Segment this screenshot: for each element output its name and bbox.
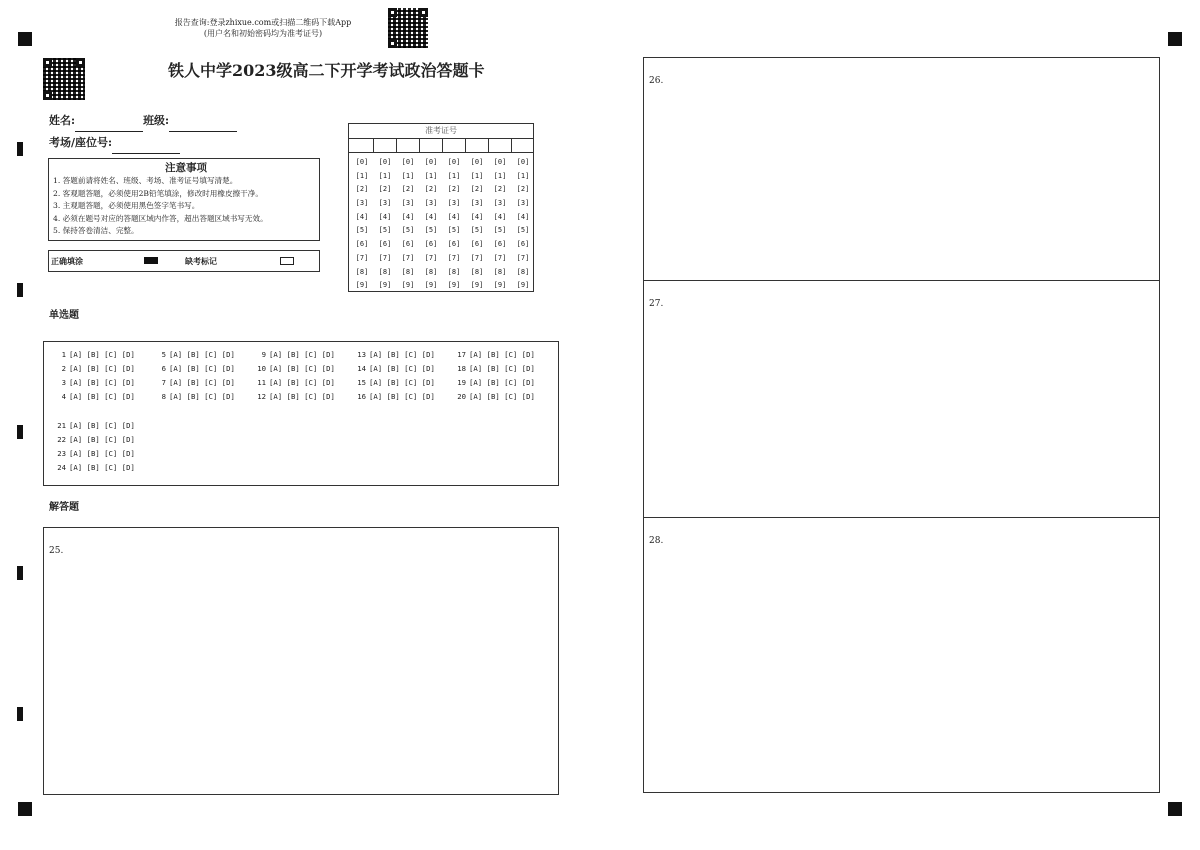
notice-item: 5. 保持答卷清洁、完整。 xyxy=(53,226,139,235)
mc-options[interactable]: [A] [B] [C] [D] xyxy=(169,350,235,359)
exam-id-bubble[interactable]: [4] xyxy=(401,212,415,221)
exam-id-bubble[interactable]: [0] xyxy=(401,158,415,166)
exam-id-column xyxy=(375,156,395,293)
exam-id-bubble[interactable]: [3] xyxy=(378,199,392,208)
exam-id-bubble[interactable]: [5] xyxy=(424,226,438,235)
exam-id-bubble[interactable]: [0] xyxy=(355,158,369,166)
exam-id-bubble[interactable]: [4] xyxy=(355,212,369,221)
mc-question-number: 16 xyxy=(357,392,366,401)
exam-id-grid xyxy=(348,123,534,292)
mc-question-number: 6 xyxy=(161,364,166,373)
exam-id-bubble[interactable]: [6] xyxy=(516,240,530,249)
exam-id-bubble[interactable]: [9] xyxy=(470,281,484,290)
exam-id-bubble[interactable]: [2] xyxy=(355,185,369,194)
mc-question[interactable] xyxy=(52,364,135,373)
section-single-choice: 单选题 xyxy=(49,310,79,321)
exam-id-bubble[interactable]: [0] xyxy=(378,158,392,166)
exam-id-bubble[interactable]: [9] xyxy=(493,281,507,290)
exam-id-bubble[interactable]: [0] xyxy=(493,158,507,166)
timing-mark xyxy=(1168,802,1182,816)
mc-question-number: 9 xyxy=(261,350,266,359)
exam-id-bubble[interactable]: [9] xyxy=(447,281,461,290)
notice-item: 2. 客观题答题，必须使用2B铅笔填涂，修改时用橡皮擦干净。 xyxy=(53,188,263,198)
class-label: 班级: xyxy=(143,114,170,127)
qr-code-icon xyxy=(43,58,85,100)
exam-id-column-divider xyxy=(419,138,420,152)
timing-mark xyxy=(17,566,23,580)
exam-id-bubble[interactable]: [6] xyxy=(355,240,369,249)
exam-id-bubble[interactable]: [8] xyxy=(516,267,530,276)
exam-id-column-divider xyxy=(442,138,443,152)
exam-id-bubble[interactable]: [5] xyxy=(493,226,507,235)
mc-question[interactable] xyxy=(452,350,535,359)
exam-id-bubble[interactable]: [1] xyxy=(424,171,438,180)
mc-question[interactable] xyxy=(452,364,535,373)
exam-id-bubble[interactable]: [4] xyxy=(516,212,530,221)
exam-id-bubble[interactable]: [1] xyxy=(378,171,392,180)
mc-question-number: 3 xyxy=(61,378,66,387)
mc-question[interactable] xyxy=(452,378,535,387)
exam-id-bubble[interactable]: [5] xyxy=(378,226,392,235)
mc-options[interactable]: [A] [B] [C] [D] xyxy=(269,350,335,359)
exam-id-column-divider xyxy=(373,138,374,152)
question-number: 25. xyxy=(49,546,64,556)
correct-fill-mark-icon xyxy=(144,257,158,264)
mc-options[interactable]: [A] [B] [C] [D] xyxy=(469,350,535,359)
notice-item: 4. 必须在题号对应的答题区域内作答，超出答题区域书写无效。 xyxy=(53,213,268,223)
mc-question[interactable] xyxy=(52,378,135,387)
exam-id-bubble[interactable]: [9] xyxy=(378,281,392,290)
mc-question[interactable] xyxy=(252,364,335,373)
exam-id-bubble[interactable]: [5] xyxy=(355,226,369,235)
mc-question[interactable] xyxy=(52,350,135,359)
exam-id-bubble[interactable]: [9] xyxy=(401,281,415,290)
exam-id-bubble[interactable]: [7] xyxy=(378,253,392,262)
mc-question-number: 2 xyxy=(61,364,66,373)
mc-question-number: 19 xyxy=(457,378,466,387)
mc-question[interactable] xyxy=(52,421,135,430)
question-number: 26. xyxy=(649,76,664,86)
question-number: 28. xyxy=(649,536,664,546)
answer-box-28[interactable] xyxy=(643,517,1160,793)
mc-options[interactable]: [A] [B] [C] [D] xyxy=(469,378,535,387)
exam-id-bubble[interactable]: [5] xyxy=(401,226,415,235)
exam-id-bubble[interactable]: [0] xyxy=(424,158,438,166)
exam-id-bubble[interactable]: [4] xyxy=(378,212,392,221)
mc-question-number: 18 xyxy=(457,364,466,373)
mc-options[interactable]: [A] [B] [C] [D] xyxy=(69,350,135,359)
mc-question-number: 22 xyxy=(57,435,66,444)
timing-mark xyxy=(17,425,23,439)
answer-box-25[interactable] xyxy=(43,527,559,795)
timing-mark xyxy=(18,32,32,46)
mc-options[interactable]: [A] [B] [C] [D] xyxy=(169,378,235,387)
exam-id-bubble[interactable]: [0] xyxy=(447,158,461,166)
mc-question-number: 23 xyxy=(57,449,66,458)
exam-id-bubble[interactable]: [7] xyxy=(447,253,461,262)
mc-question-number: 24 xyxy=(57,463,66,472)
mc-question[interactable] xyxy=(52,463,135,472)
mc-question-number: 17 xyxy=(457,350,466,359)
mc-question-number: 14 xyxy=(357,364,366,373)
timing-mark xyxy=(17,707,23,721)
exam-id-bubble[interactable]: [2] xyxy=(516,185,530,194)
mc-question-number: 1 xyxy=(61,350,66,359)
mc-question-number: 11 xyxy=(257,378,266,387)
exam-id-bubble[interactable]: [9] xyxy=(516,281,530,290)
exam-id-bubble[interactable]: [2] xyxy=(493,185,507,194)
exam-id-bubble[interactable]: [6] xyxy=(424,240,438,249)
exam-id-bubble[interactable]: [7] xyxy=(493,253,507,262)
exam-id-bubble[interactable]: [1] xyxy=(447,171,461,180)
exam-id-column-divider xyxy=(465,138,466,152)
exam-id-bubble[interactable]: [5] xyxy=(447,226,461,235)
timing-mark xyxy=(1168,32,1182,46)
exam-id-bubble[interactable]: [9] xyxy=(355,281,369,290)
exam-id-bubble[interactable]: [1] xyxy=(401,171,415,180)
mc-options[interactable]: [A] [B] [C] [D] xyxy=(269,378,335,387)
exam-id-bubble[interactable]: [4] xyxy=(447,212,461,221)
exam-id-bubble[interactable]: [8] xyxy=(470,267,484,276)
page-title: 铁人中学2023级高二下开学考试政治答题卡 xyxy=(168,61,485,80)
mc-question-number: 21 xyxy=(57,421,66,430)
mc-options[interactable]: [A] [B] [C] [D] xyxy=(369,364,435,373)
exam-id-bubble[interactable]: [8] xyxy=(355,267,369,276)
mc-question-number: 13 xyxy=(357,350,366,359)
exam-id-bubble[interactable]: [2] xyxy=(424,185,438,194)
mc-question[interactable] xyxy=(52,449,135,458)
mc-question[interactable] xyxy=(52,392,135,401)
exam-id-bubble[interactable]: [6] xyxy=(401,240,415,249)
absent-mark-box[interactable] xyxy=(280,257,294,265)
notice-title: 注意事项 xyxy=(165,162,207,174)
mc-question[interactable] xyxy=(152,378,235,387)
mc-options[interactable]: [A] [B] [C] [D] xyxy=(369,350,435,359)
mc-question[interactable] xyxy=(252,392,335,401)
report-line-2: (用户名和初始密码均为准考证号) xyxy=(203,29,323,38)
exam-id-bubble[interactable]: [4] xyxy=(493,212,507,221)
mc-question[interactable] xyxy=(352,378,435,387)
mc-question[interactable] xyxy=(152,350,235,359)
mc-question-number: 12 xyxy=(257,392,266,401)
mc-options[interactable]: [A] [B] [C] [D] xyxy=(169,364,235,373)
mc-question[interactable] xyxy=(352,392,435,401)
exam-id-bubble[interactable]: [8] xyxy=(401,267,415,276)
mc-options[interactable]: [A] [B] [C] [D] xyxy=(69,435,135,444)
exam-id-column-divider xyxy=(488,138,489,152)
exam-id-bubble[interactable]: [3] xyxy=(447,199,461,208)
exam-id-bubble[interactable]: [8] xyxy=(447,267,461,276)
mc-options[interactable]: [A] [B] [C] [D] xyxy=(69,364,135,373)
exam-id-column xyxy=(444,156,464,293)
exam-id-bubble[interactable]: [6] xyxy=(493,240,507,249)
mc-question-number: 20 xyxy=(457,392,466,401)
single-choice-box xyxy=(43,341,559,486)
exam-id-bubble[interactable]: [3] xyxy=(470,199,484,208)
exam-id-bubble[interactable]: [9] xyxy=(424,281,438,290)
name-label: 姓名: xyxy=(49,114,76,127)
room-field[interactable] xyxy=(112,153,180,154)
fill-legend xyxy=(48,250,320,272)
mc-options[interactable]: [A] [B] [C] [D] xyxy=(269,392,335,401)
mc-question-number: 7 xyxy=(161,378,166,387)
exam-id-bubble[interactable]: [8] xyxy=(378,267,392,276)
exam-id-bubble[interactable]: [0] xyxy=(470,158,484,166)
exam-id-bubble[interactable]: [3] xyxy=(493,199,507,208)
mc-options[interactable]: [A] [B] [C] [D] xyxy=(369,392,435,401)
exam-id-bubble[interactable]: [1] xyxy=(470,171,484,180)
exam-id-bubble[interactable]: [1] xyxy=(355,171,369,180)
exam-id-title: 准考证号 xyxy=(349,124,533,139)
exam-id-bubble[interactable]: [7] xyxy=(401,253,415,262)
mc-question[interactable] xyxy=(252,378,335,387)
mc-options[interactable]: [A] [B] [C] [D] xyxy=(69,378,135,387)
report-line-1: 报告查询:登录zhixue.com或扫描二维码下载App xyxy=(174,18,352,27)
report-info xyxy=(168,17,358,39)
exam-id-bubble[interactable]: [7] xyxy=(355,253,369,262)
mc-question[interactable] xyxy=(52,435,135,444)
mc-options[interactable]: [A] [B] [C] [D] xyxy=(69,463,135,472)
exam-id-bubble[interactable]: [1] xyxy=(493,171,507,180)
mc-options[interactable]: [A] [B] [C] [D] xyxy=(69,392,135,401)
timing-mark xyxy=(17,283,23,297)
exam-id-column xyxy=(398,156,418,293)
notice-item: 3. 主观题答题，必须使用黑色签字笔书写。 xyxy=(53,201,200,210)
exam-id-bubble[interactable]: [1] xyxy=(516,171,530,180)
exam-id-bubble[interactable]: [4] xyxy=(470,212,484,221)
mc-question-number: 8 xyxy=(161,392,166,401)
correct-fill-label: 正确填涂 xyxy=(51,256,83,266)
exam-id-bubble[interactable]: [6] xyxy=(447,240,461,249)
exam-id-column xyxy=(352,156,372,293)
exam-id-bubble[interactable]: [2] xyxy=(447,185,461,194)
student-info xyxy=(49,110,237,154)
mc-question-number: 10 xyxy=(257,364,266,373)
exam-id-bubble[interactable]: [4] xyxy=(424,212,438,221)
section-answer: 解答题 xyxy=(49,502,79,513)
notice-box xyxy=(48,158,320,241)
exam-id-bubble[interactable]: [7] xyxy=(424,253,438,262)
exam-id-bubble[interactable]: [5] xyxy=(470,226,484,235)
exam-id-bubble[interactable]: [7] xyxy=(516,253,530,262)
mc-question[interactable] xyxy=(152,392,235,401)
exam-id-column xyxy=(513,156,533,293)
exam-id-column xyxy=(467,156,487,293)
answer-box-26[interactable] xyxy=(643,57,1160,281)
exam-id-write-row xyxy=(349,138,533,153)
answer-box-27[interactable] xyxy=(643,280,1160,518)
mc-question[interactable] xyxy=(352,350,435,359)
exam-id-bubble[interactable]: [2] xyxy=(401,185,415,194)
exam-id-bubble[interactable]: [8] xyxy=(424,267,438,276)
mc-options[interactable]: [A] [B] [C] [D] xyxy=(369,378,435,387)
absent-label: 缺考标记 xyxy=(185,256,217,266)
exam-id-column-divider xyxy=(396,138,397,152)
exam-id-bubble[interactable]: [7] xyxy=(470,253,484,262)
mc-question[interactable] xyxy=(352,364,435,373)
exam-id-bubble[interactable]: [0] xyxy=(516,158,530,166)
mc-options[interactable]: [A] [B] [C] [D] xyxy=(69,421,135,430)
room-label: 考场/座位号: xyxy=(49,136,113,149)
mc-question[interactable] xyxy=(252,350,335,359)
mc-question[interactable] xyxy=(152,364,235,373)
mc-options[interactable]: [A] [B] [C] [D] xyxy=(169,392,235,401)
mc-options[interactable]: [A] [B] [C] [D] xyxy=(469,364,535,373)
mc-options[interactable]: [A] [B] [C] [D] xyxy=(69,449,135,458)
mc-question-number: 15 xyxy=(357,378,366,387)
notice-item: 1. 答题前请将姓名、班级、考场、准考证号填写清楚。 xyxy=(53,176,238,185)
qr-code-icon xyxy=(388,8,428,48)
exam-id-bubble[interactable]: [6] xyxy=(470,240,484,249)
mc-question[interactable] xyxy=(452,392,535,401)
exam-id-bubble[interactable]: [8] xyxy=(493,267,507,276)
exam-id-column xyxy=(490,156,510,293)
timing-mark xyxy=(18,802,32,816)
mc-options[interactable]: [A] [B] [C] [D] xyxy=(269,364,335,373)
mc-question-number: 4 xyxy=(61,392,66,401)
exam-id-bubble[interactable]: [3] xyxy=(401,199,415,208)
exam-id-bubble[interactable]: [3] xyxy=(516,199,530,208)
question-number: 27. xyxy=(649,299,664,309)
mc-options[interactable]: [A] [B] [C] [D] xyxy=(469,392,535,401)
exam-id-bubble[interactable]: [6] xyxy=(378,240,392,249)
mc-question-number: 5 xyxy=(161,350,166,359)
exam-id-bubble[interactable]: [2] xyxy=(378,185,392,194)
exam-id-bubble[interactable]: [3] xyxy=(355,199,369,208)
exam-id-bubble[interactable]: [3] xyxy=(424,199,438,208)
exam-id-column-divider xyxy=(511,138,512,152)
exam-id-column xyxy=(421,156,441,293)
timing-mark xyxy=(17,142,23,156)
exam-id-bubble[interactable]: [5] xyxy=(516,226,530,235)
exam-id-bubble[interactable]: [2] xyxy=(470,185,484,194)
